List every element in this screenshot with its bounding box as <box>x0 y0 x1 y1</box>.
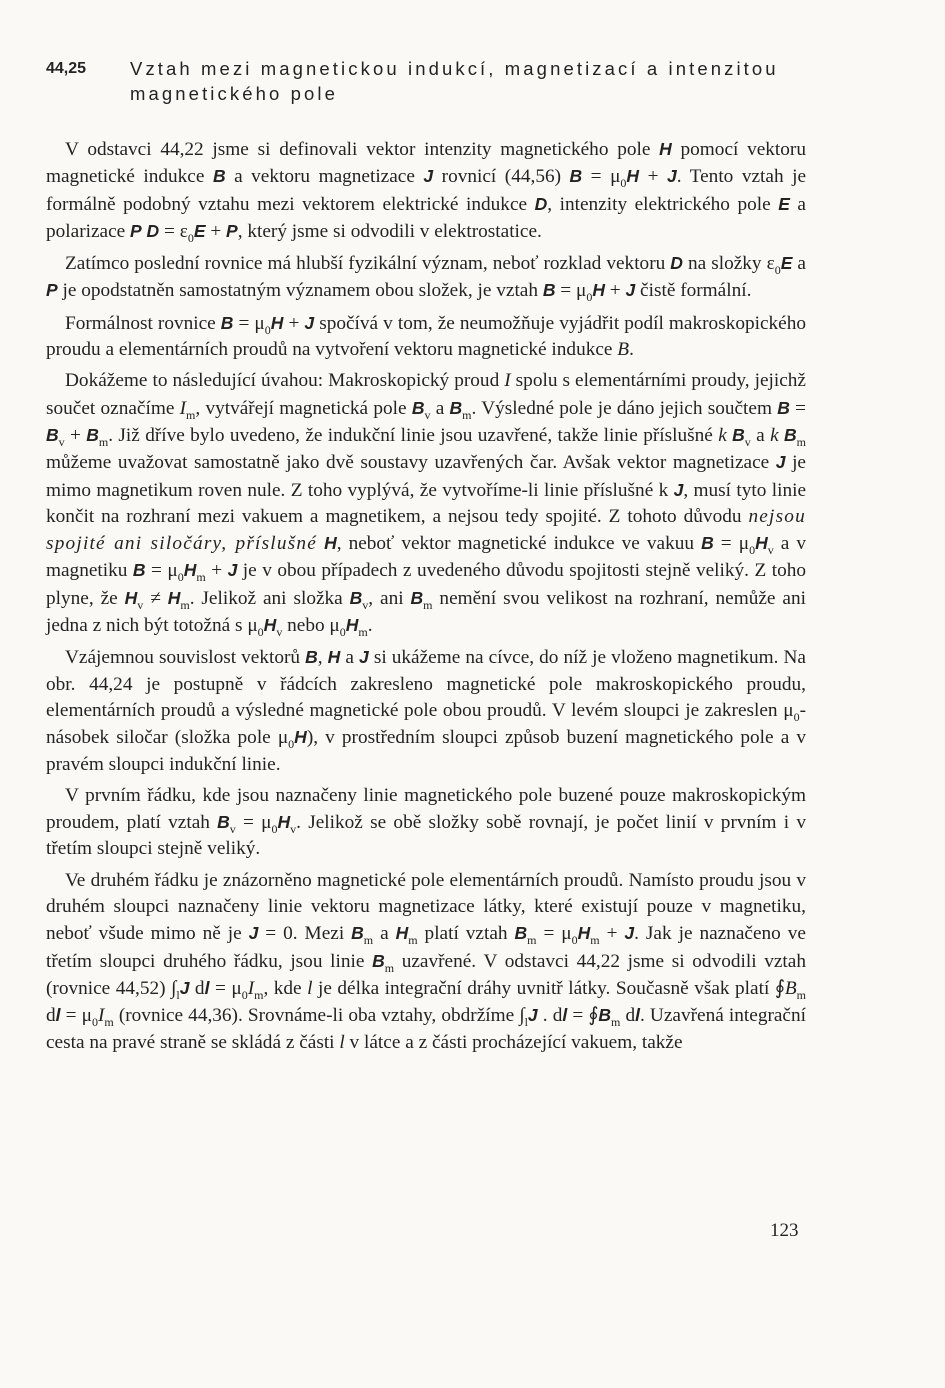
text-run: rovnicí (44,56) <box>433 166 570 188</box>
vector-symbol: H <box>270 312 284 333</box>
text-run: , <box>317 647 328 669</box>
text-run: = μ <box>60 1005 92 1027</box>
vector-symbol: H <box>183 560 197 581</box>
text-run: uzavřené. V odstavci 44,22 jsme si odvodili vztah (rovnice 44,52) ∫ <box>46 950 806 999</box>
subscript: 0 <box>288 737 295 752</box>
body-text <box>46 136 806 1056</box>
text-run: můžeme uvažovat samostatně jako dvě soustavy uzavřených čar. Avšak vektor magnetizace <box>46 452 776 474</box>
section-title-line-1: Vztah mezi magnetickou indukcí, magnetizací a intenzitou <box>130 58 779 79</box>
vector-symbol: H <box>324 533 337 554</box>
text-run: nebo μ <box>282 615 340 637</box>
text-run: , který jsme si odvodili v elektrostatice. <box>237 220 542 242</box>
italic-symbol: l <box>307 977 313 999</box>
vector-symbol: H <box>659 139 672 159</box>
subscript: 0 <box>241 987 248 1002</box>
paragraph <box>46 868 806 1056</box>
vector-symbol: P <box>226 220 238 241</box>
text-run: = 0. Mezi <box>258 923 352 945</box>
text-run: = μ <box>555 280 587 302</box>
vector-symbol: B <box>351 923 364 944</box>
italic-symbol: l <box>339 1031 345 1053</box>
vector-symbol: H <box>167 587 181 608</box>
vector-symbol: H <box>277 812 291 833</box>
vector-symbol: H <box>294 727 307 748</box>
text-run: = μ <box>536 923 572 945</box>
subscript: m <box>180 597 190 612</box>
vector-symbol: H <box>592 280 605 301</box>
text-run: = μ <box>235 812 272 834</box>
subscript: 0 <box>749 543 756 558</box>
vector-symbol: l <box>204 977 210 998</box>
text-run: je opodstatněn samostatným významem obou složek, je vztah <box>57 280 543 302</box>
vector-symbol: B <box>305 647 318 668</box>
vector-symbol: B <box>701 533 714 554</box>
text-run: . <box>629 339 634 361</box>
subscript: m <box>363 933 374 948</box>
vector-symbol: P <box>46 280 58 301</box>
text-run: Ve druhém řádku je znázorněno magnetické pole elementárních proudů. Namísto proudu jsou v druhém sloupci naznačeny linie vektoru magnetizace látky, které existují pouze v magnetiku, neboť všude mimo ně je <box>46 869 806 945</box>
subscript: v <box>290 821 297 836</box>
text-run: je v obou případech z uvedeného důvodu spojitosti stejně veliký. Z toho plyne, že <box>46 560 807 609</box>
subscript: v <box>767 543 774 558</box>
vector-symbol: B <box>598 1005 612 1026</box>
vector-symbol: J <box>624 923 635 944</box>
text-run: . Jak je naznačeno ve třetím sloupci druhého řádku, jsou linie <box>46 923 806 972</box>
text-run: a <box>373 923 396 945</box>
italic-symbol: B <box>617 339 630 361</box>
text-run: . Již dříve bylo uvedeno, že indukční linie jsou uzavřené, takže linie příslušné <box>108 424 719 446</box>
vector-symbol: B <box>777 397 790 418</box>
text-run: = ∮ <box>567 1005 599 1027</box>
subscript: m <box>254 987 264 1002</box>
text-run: = μ <box>209 977 242 999</box>
italic-symbol: I <box>97 1005 105 1027</box>
vector-symbol: H <box>327 647 341 668</box>
text-run: + <box>599 923 625 945</box>
text-run: d <box>620 1005 636 1027</box>
vector-symbol: J <box>227 560 238 581</box>
vector-symbol: J <box>248 923 259 944</box>
text-run: a <box>340 647 360 669</box>
text-run: je délka integrační dráhy uvnitř látky. Současně však platí ∮ <box>312 977 785 999</box>
text-run: spolu s elementárními proudy, jejichž součet označíme <box>46 370 806 419</box>
vector-symbol: J <box>304 312 315 333</box>
subscript: v <box>744 434 751 449</box>
subscript: 0 <box>257 624 264 639</box>
text-run: . Jelikož se obě složky sobě rovnají, je počet linií v prvním i v třetím sloupci stejně veliký. <box>46 812 807 860</box>
subscript: v <box>58 434 65 449</box>
text-run: = μ <box>233 312 265 334</box>
paragraph <box>46 250 806 305</box>
text-run: Formálnost rovnice <box>65 312 221 334</box>
subscript: m <box>796 987 806 1002</box>
emphasis-text: nejsou spojité ani siločáry, příslušné <box>46 505 806 555</box>
text-run: + <box>639 166 667 188</box>
subscript: 0 <box>264 322 271 337</box>
subscript: 0 <box>271 821 278 836</box>
text-run: + <box>205 560 228 582</box>
vector-symbol: B <box>212 166 226 187</box>
paragraph <box>46 310 806 364</box>
page-content <box>46 56 806 1061</box>
subscript: v <box>229 821 236 836</box>
subscript: 0 <box>91 1015 98 1030</box>
vector-symbol: H <box>345 615 359 636</box>
text-run: . Výsledné pole je dáno jejich součtem <box>471 397 778 419</box>
subscript: v <box>424 407 431 422</box>
vector-symbol: J <box>179 977 190 998</box>
vector-symbol: B <box>46 424 59 445</box>
vector-symbol: D <box>146 220 160 241</box>
vector-symbol: H <box>755 533 768 554</box>
vector-symbol: B <box>132 560 146 581</box>
vector-symbol: J <box>423 166 434 187</box>
subscript: m <box>186 407 196 422</box>
vector-symbol: B <box>411 397 425 418</box>
text-run: , vytvářejí magnetická pole <box>195 397 412 419</box>
vector-symbol: B <box>372 950 385 971</box>
italic-symbol: k <box>718 424 733 446</box>
vector-symbol: H <box>124 587 138 608</box>
text-run: čistě formální. <box>635 280 752 302</box>
text-run: , neboť vektor magnetické indukce ve vakuu <box>336 533 702 555</box>
text-run: a <box>792 253 806 275</box>
text-run: Dokážeme to následující úvahou: Makroskopický proud <box>65 370 505 392</box>
subscript: m <box>98 434 109 449</box>
text-run: = μ <box>582 166 621 188</box>
vector-symbol: B <box>732 424 745 445</box>
text-run: d <box>189 977 205 999</box>
subscript: 0 <box>187 230 194 245</box>
italic-symbol: k <box>770 424 785 446</box>
subscript: l <box>176 987 180 1002</box>
subscript: v <box>137 597 144 612</box>
text-run: na složky ε <box>682 253 775 275</box>
subscript: 0 <box>339 624 346 639</box>
italic-symbol: I <box>504 370 511 392</box>
vector-symbol: D <box>534 193 548 214</box>
subscript: 0 <box>586 290 593 305</box>
text-run: Vzájemnou souvislost vektorů <box>65 647 306 669</box>
text-run: . d <box>537 1005 563 1027</box>
italic-symbol: I <box>247 977 255 999</box>
vector-symbol: E <box>193 220 206 241</box>
vector-symbol: H <box>577 923 591 944</box>
vector-symbol: l <box>55 1005 61 1026</box>
subscript: 0 <box>774 263 781 278</box>
section-number: 44,25 <box>46 60 87 77</box>
vector-symbol: J <box>673 479 684 500</box>
vector-symbol: P <box>130 220 142 241</box>
text-run: nemění svou velikost na rozhraní, nemůže ani jedna z nich být totožná s μ <box>46 587 806 637</box>
vector-symbol: l <box>562 1005 568 1026</box>
italic-symbol: B <box>784 977 797 999</box>
text-run: ≠ <box>143 587 168 609</box>
subscript: l <box>524 1015 528 1030</box>
text-run: . <box>367 615 373 637</box>
subscript: m <box>527 933 537 948</box>
subscript: m <box>423 597 433 612</box>
text-run: pomocí vektoru magnetické indukce <box>46 139 806 188</box>
section-title-line-2: magnetického pole <box>130 83 338 104</box>
subscript: 0 <box>177 570 184 585</box>
subscript: m <box>462 407 472 422</box>
paragraph <box>46 783 806 863</box>
vector-symbol: B <box>784 424 797 445</box>
text-run: spočívá v tom, že neumožňuje vyjádřit podíl makroskopického proudu a elementárních proudů na vytvoření vektoru magnetické indukce <box>46 312 807 361</box>
text-run: + <box>64 424 87 446</box>
vector-symbol: B <box>217 812 230 833</box>
text-run: a <box>750 424 771 446</box>
vector-symbol: J <box>359 647 369 668</box>
paragraph <box>46 368 806 639</box>
paragraph <box>46 644 806 777</box>
vector-symbol: l <box>635 1005 640 1026</box>
text-run <box>317 533 324 554</box>
text-run: . Jelikož ani složka <box>189 587 350 609</box>
vector-symbol: E <box>780 253 793 274</box>
text-run: si ukážeme na cívce, do níž je vloženo magnetikum. Na obr. 44,24 je postupně v řádcích zakresleno magnetické pole makroskopického proudu, elementárních proudů a výsledné magnetické pole obou proudů. V levém sloupci je zakreslen μ <box>46 647 806 721</box>
text-run: V prvním řádku, kde jsou naznačeny linie magnetického pole buzené pouze makroskopickým proudem, platí vztah <box>46 784 806 834</box>
text-run: v látce a z části procházející vakuem, takže <box>344 1031 683 1053</box>
text-run: a v magnetiku <box>46 533 807 582</box>
paragraph <box>46 136 806 245</box>
subscript: v <box>362 597 369 612</box>
text-run: -násobek siločar (složka pole μ <box>46 699 806 749</box>
text-run: d <box>46 1005 56 1027</box>
section-heading <box>46 56 806 106</box>
subscript: v <box>276 624 283 639</box>
text-run: ), v prostředním sloupci způsob buzení magnetického pole a v pravém sloupci indukční linie. <box>46 727 806 775</box>
subscript: m <box>358 624 368 639</box>
text-run: V odstavci 44,22 jsme si definovali vektor intenzity magnetického pole <box>65 139 660 160</box>
vector-symbol: E <box>778 193 790 214</box>
subscript: m <box>104 1015 114 1030</box>
vector-symbol: B <box>86 424 99 445</box>
page-number: 123 <box>770 1220 799 1241</box>
vector-symbol: H <box>395 923 409 944</box>
text-run: , musí tyto linie končit na rozhraní mezi vakuem a magnetikem, a nejsou tedy spojité. Z tohoto důvodu <box>46 479 806 527</box>
text-run: + <box>283 312 305 334</box>
vector-symbol: B <box>449 397 463 418</box>
text-run: + <box>205 220 227 242</box>
text-run: = μ <box>145 560 178 582</box>
italic-symbol: I <box>179 397 187 419</box>
section-title <box>130 56 779 106</box>
vector-symbol: B <box>569 166 583 187</box>
text-run: , intenzity elektrického pole <box>547 193 779 215</box>
text-run: platí vztah <box>417 923 515 945</box>
vector-symbol: B <box>349 587 363 608</box>
text-run: = μ <box>713 533 750 555</box>
text-run: . Tento vztah je formálně podobný vztahu mezi vektorem elektrické indukce <box>46 166 807 215</box>
vector-symbol: J <box>775 452 786 473</box>
text-run: , kde <box>263 977 308 999</box>
text-run: je mimo magnetikum roven nule. Z toho vyplývá, že vytvoříme-li linie příslušné k <box>46 452 806 501</box>
vector-symbol: J <box>527 1005 538 1026</box>
vector-symbol: H <box>626 166 640 187</box>
vector-symbol: J <box>625 280 636 301</box>
text-run: a polarizace <box>46 193 806 242</box>
subscript: m <box>611 1015 621 1030</box>
text-run: . Uzavřená integrační cesta na pravé straně se skládá z části <box>46 1005 806 1053</box>
text-run: Zatímco poslední rovnice má hlubší fyzikální význam, neboť rozklad vektoru <box>65 253 671 275</box>
text-run: (rovnice 44,36). Srovnáme-li oba vztahy, obdržíme ∫ <box>113 1005 525 1027</box>
text-run: + <box>604 280 626 302</box>
vector-symbol: H <box>263 615 277 636</box>
subscript: m <box>408 933 418 948</box>
text-run: = ε <box>159 220 188 242</box>
text-run: a vektoru magnetizace <box>225 166 424 188</box>
vector-symbol: J <box>666 166 677 187</box>
subscript: m <box>796 434 807 449</box>
vector-symbol: B <box>410 587 424 608</box>
subscript: 0 <box>793 709 800 724</box>
vector-symbol: B <box>542 280 556 301</box>
subscript: m <box>590 933 600 948</box>
text-run: , ani <box>368 587 411 609</box>
subscript: 0 <box>620 176 627 191</box>
subscript: m <box>384 960 395 975</box>
vector-symbol: B <box>220 312 234 333</box>
text-run: a <box>430 397 450 419</box>
vector-symbol: D <box>670 253 683 274</box>
subscript: m <box>196 570 206 585</box>
subscript: 0 <box>571 933 578 948</box>
vector-symbol: B <box>514 923 528 944</box>
text-run: = <box>789 397 806 419</box>
